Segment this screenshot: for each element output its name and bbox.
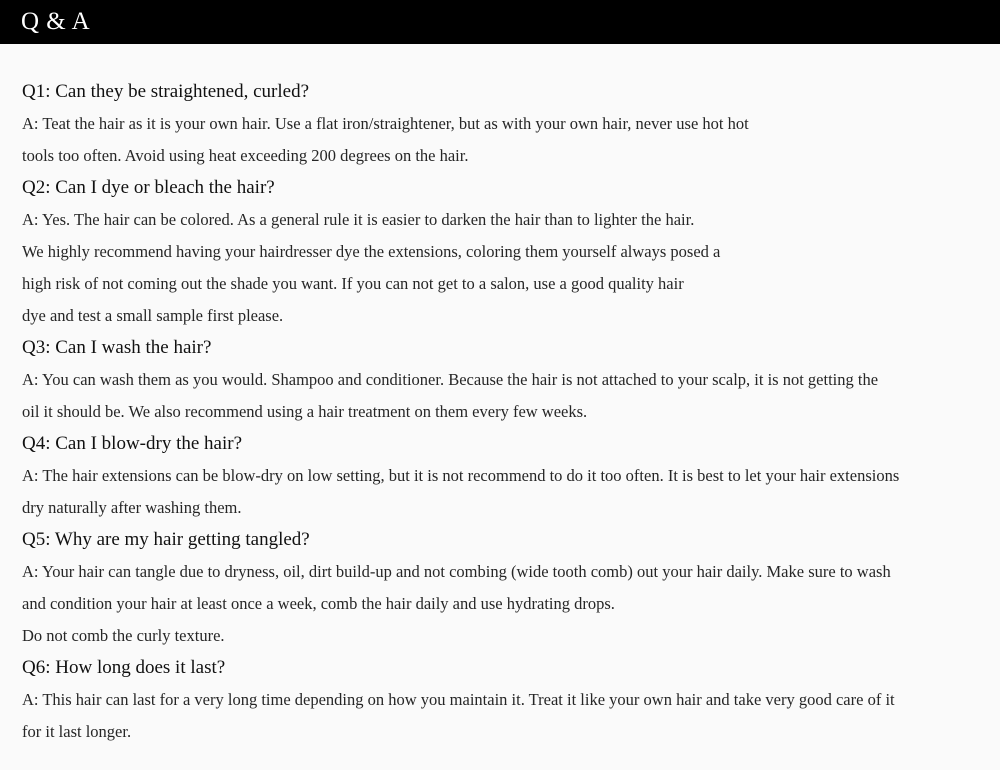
- answer-4-line-2: dry naturally after washing them.: [22, 498, 242, 517]
- answer-5-line-1: A: Your hair can tangle due to dryness, oil, dirt build-up and not combing (wide tooth comb) out your hair daily. Make sure to wash: [22, 562, 891, 581]
- answer-3-line-2: oil it should be. We also recommend using a hair treatment on them every few weeks.: [22, 402, 588, 421]
- answer-6-line-1: A: This hair can last for a very long time depending on how you maintain it. Treat it like your own hair and take very good care of it: [22, 690, 895, 709]
- answer-2-line-3: high risk of not coming out the shade you want. If you can not get to a salon, use a good quality hair: [22, 274, 684, 293]
- faq-item-3: [22, 332, 988, 428]
- question-1: Q1: Can they be straightened, curled?: [22, 81, 310, 102]
- question-5: Q5: Why are my hair getting tangled?: [22, 529, 310, 550]
- answer-4-line-1: A: The hair extensions can be blow-dry on low setting, but it is not recommend to do it too often. It is best to let your hair extensions: [22, 466, 900, 485]
- answer-6-line-2: for it last longer.: [22, 722, 132, 741]
- faq-item-4: [22, 428, 988, 524]
- faq-item-2: [22, 172, 988, 332]
- answer-2-line-2: We highly recommend having your hairdresser dye the extensions, coloring them yourself always posed a: [22, 242, 721, 261]
- answer-2-line-1: A: Yes. The hair can be colored. As a general rule it is easier to darken the hair than to lighter the hair.: [22, 210, 695, 229]
- page-title: Q & A: [21, 8, 91, 35]
- faq-item-6: [22, 652, 988, 748]
- question-4: Q4: Can I blow-dry the hair?: [22, 433, 243, 454]
- answer-1-line-2: tools too often. Avoid using heat exceeding 200 degrees on the hair.: [22, 146, 469, 165]
- answer-1-line-1: A: Teat the hair as it is your own hair. Use a flat iron/straightener, but as with your own hair, never use hot hot: [22, 114, 749, 133]
- header-bar: [0, 0, 1000, 44]
- question-2: Q2: Can I dye or bleach the hair?: [22, 177, 275, 198]
- answer-2-line-4: dye and test a small sample first please.: [22, 306, 284, 325]
- question-3: Q3: Can I wash the hair?: [22, 337, 212, 358]
- faq-item-5: [22, 524, 988, 652]
- answer-5-line-2: and condition your hair at least once a week, comb the hair daily and use hydrating drops.: [22, 594, 615, 613]
- faq-item-1: [22, 76, 988, 172]
- answer-5-line-3: Do not comb the curly texture.: [22, 626, 225, 645]
- question-6: Q6: How long does it last?: [22, 657, 226, 678]
- answer-3-line-1: A: You can wash them as you would. Shampoo and conditioner. Because the hair is not attached to your scalp, it is not getting the: [22, 370, 879, 389]
- faq-list: [22, 76, 988, 748]
